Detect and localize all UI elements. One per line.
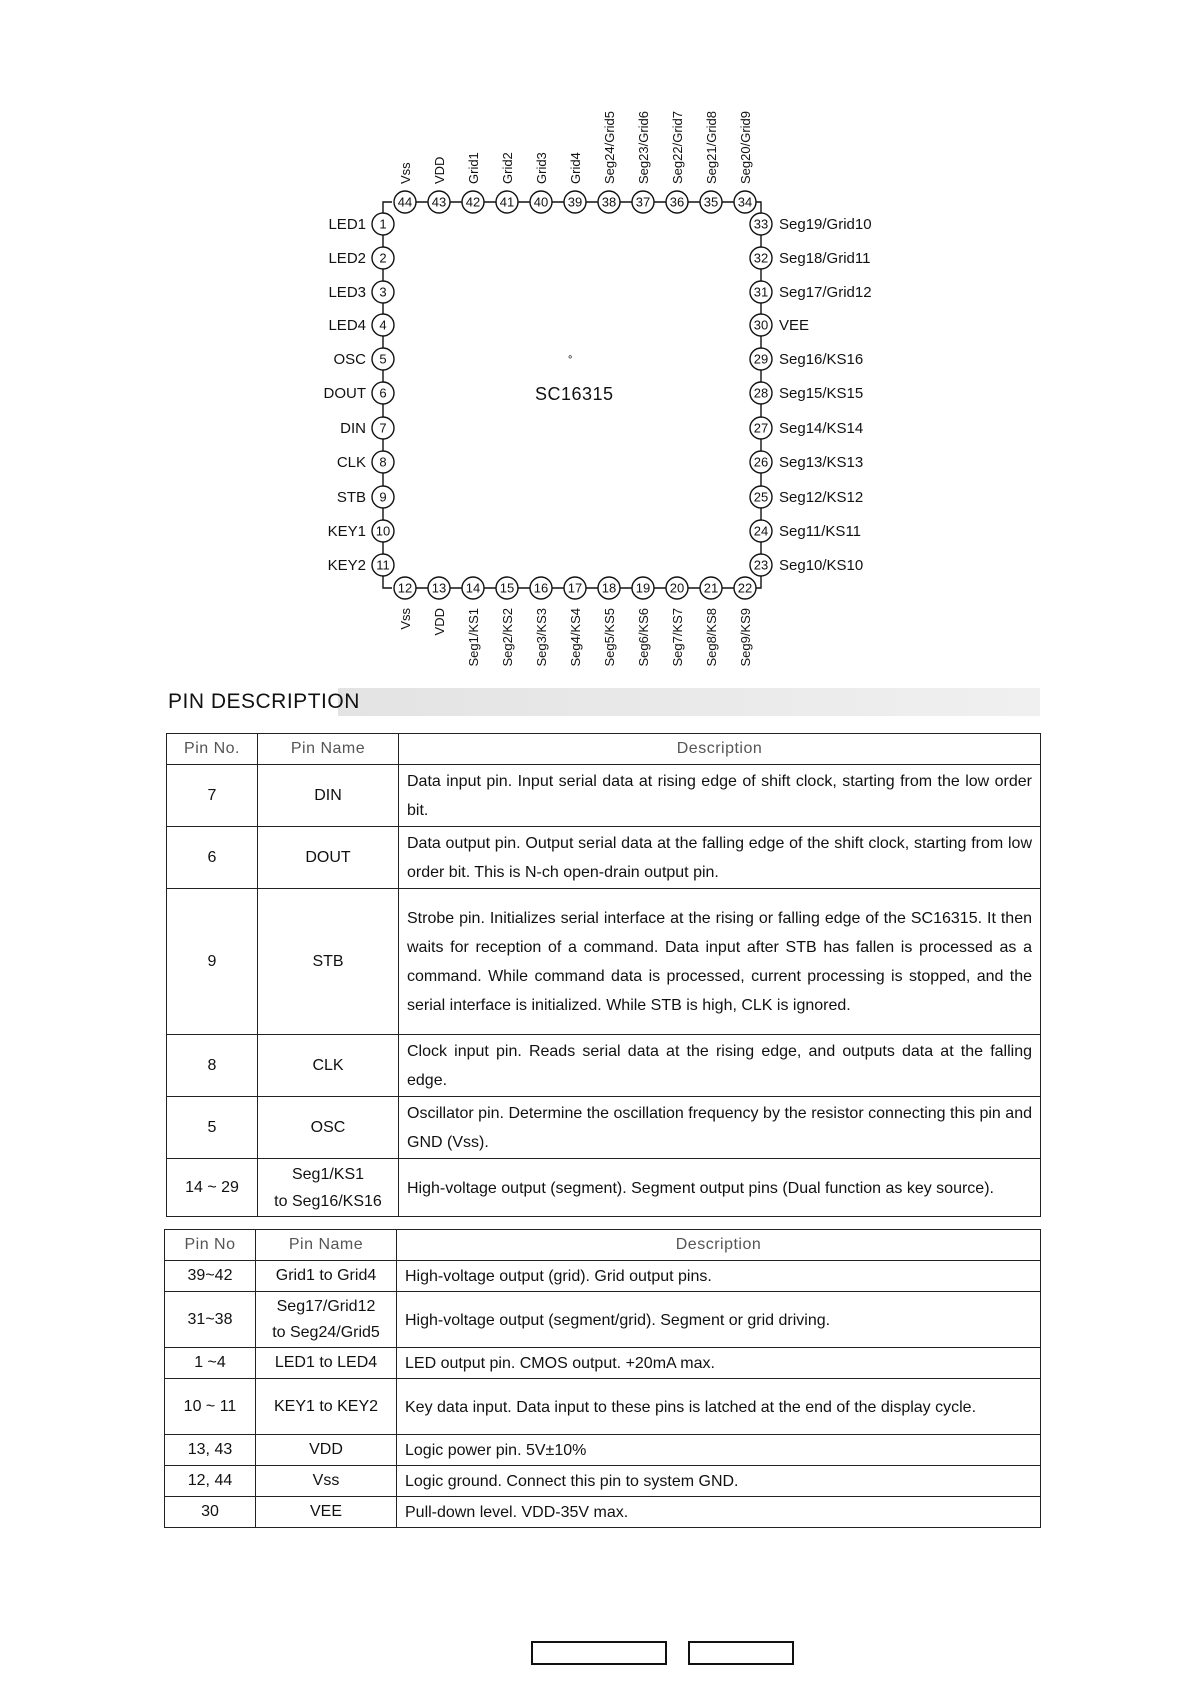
- pin-number: 16: [533, 580, 549, 596]
- pin-no: 13, 43: [165, 1435, 256, 1466]
- pin-label-19: Seg6/KS6: [636, 608, 651, 667]
- pin-no: 5: [167, 1097, 258, 1159]
- pin-number: 7: [379, 420, 387, 436]
- pin-number: 19: [635, 580, 651, 596]
- pin-label-25: Seg12/KS12: [779, 489, 864, 506]
- pin-39: [564, 191, 586, 213]
- pin-37: [632, 191, 654, 213]
- footer-box-left: [531, 1641, 667, 1665]
- pin-number: 44: [397, 194, 413, 210]
- pin-26: [750, 451, 772, 473]
- pin-17: [564, 577, 586, 599]
- table-header-row: [167, 734, 1041, 765]
- pin-23: [750, 554, 772, 576]
- pin-label-24: Seg11/KS11: [779, 523, 862, 540]
- pin-44: [394, 191, 416, 213]
- pin-description: LED output pin. CMOS output. +20mA max.: [397, 1348, 1041, 1379]
- pin-label-12: Vss: [398, 608, 413, 630]
- pin-number: 40: [533, 194, 549, 210]
- pin-number: 31: [753, 284, 769, 300]
- pin-29: [750, 348, 772, 370]
- pin-name-line-2: to Seg24/Grid5: [272, 1323, 380, 1341]
- pin-label-4: LED4: [328, 317, 366, 334]
- pin-4: [372, 314, 394, 336]
- pin-label-14: Seg1/KS1: [466, 608, 481, 667]
- pin-number: 8: [379, 454, 387, 470]
- pin-description: Data input pin. Input serial data at rising edge of shift clock, starting from the low order bit.: [399, 765, 1041, 827]
- pin-number: 41: [499, 194, 515, 210]
- table-row: [165, 1497, 1041, 1528]
- pin-label-10: KEY1: [327, 523, 366, 540]
- pin-label-32: Seg18/Grid11: [779, 250, 871, 267]
- pin-name: KEY1 to KEY2: [256, 1379, 397, 1435]
- pin-6: [372, 382, 394, 404]
- pin-label-17: Seg4/KS4: [568, 608, 583, 667]
- pin-label-6: DOUT: [323, 385, 366, 402]
- pin-label-33: Seg19/Grid10: [779, 216, 872, 233]
- pin-description: High-voltage output (grid). Grid output pins.: [397, 1261, 1041, 1292]
- table-row: [165, 1435, 1041, 1466]
- pin-label-37: Seg23/Grid6: [636, 111, 651, 184]
- pin-no: 6: [167, 827, 258, 889]
- table-row: [165, 1466, 1041, 1497]
- pin-name-line-1: Seg1/KS1: [291, 1165, 365, 1183]
- table-row: [165, 1261, 1041, 1292]
- pin-12: [394, 577, 416, 599]
- pin-name: VDD: [256, 1435, 397, 1466]
- pin-42: [462, 191, 484, 213]
- pin-number: 5: [379, 351, 387, 367]
- pin-number: 11: [376, 557, 390, 573]
- pin-number: 22: [737, 580, 753, 596]
- table-row: [165, 1348, 1041, 1379]
- table-row: [167, 889, 1041, 1035]
- pin-label-5: OSC: [333, 351, 366, 368]
- table-row: [167, 765, 1041, 827]
- pin-description: Oscillator pin. Determine the oscillation frequency by the resistor connecting this pin and GND (Vss).: [399, 1097, 1041, 1159]
- pin-30: [750, 314, 772, 336]
- pin-33: [750, 213, 772, 235]
- pin-5: [372, 348, 394, 370]
- pin-description: High-voltage output (segment/grid). Segment or grid driving.: [397, 1292, 1041, 1348]
- pin-label-20: Seg7/KS7: [670, 608, 685, 667]
- pin-label-29: Seg16/KS16: [779, 351, 864, 368]
- pin-number: 25: [753, 489, 769, 505]
- pin-19: [632, 577, 654, 599]
- pin-number: 2: [379, 250, 387, 266]
- pin-description-table-2: [164, 1229, 1041, 1528]
- pin-name: [256, 1292, 397, 1348]
- pin-number: 30: [753, 317, 769, 333]
- pin-label-26: Seg13/KS13: [779, 454, 864, 471]
- pin-description: Logic ground. Connect this pin to system GND.: [397, 1466, 1041, 1497]
- pin-no: 7: [167, 765, 258, 827]
- table-row: [167, 1035, 1041, 1097]
- pin-no: 31~38: [165, 1292, 256, 1348]
- chip-name: SC16315: [535, 384, 614, 404]
- pin-description-table-1: [166, 733, 1041, 1217]
- pin-label-28: Seg15/KS15: [779, 385, 864, 402]
- pin-43: [428, 191, 450, 213]
- table-row: [167, 1097, 1041, 1159]
- table-row: [167, 827, 1041, 889]
- pin-number: 32: [753, 250, 769, 266]
- pin-label-2: LED2: [328, 250, 366, 267]
- pin-27: [750, 417, 772, 439]
- pin-name: Grid1 to Grid4: [256, 1261, 397, 1292]
- header-pin-name: Pin Name: [258, 734, 399, 765]
- pin-25: [750, 486, 772, 508]
- pin-number: 23: [753, 557, 769, 573]
- pin-24: [750, 520, 772, 542]
- pin-label-16: Seg3/KS3: [534, 608, 549, 667]
- pin-number: 28: [753, 385, 769, 401]
- header-pin-no: Pin No: [165, 1230, 256, 1261]
- pin-description: High-voltage output (segment). Segment output pins (Dual function as key source).: [399, 1159, 1041, 1217]
- pin-label-30: VEE: [779, 317, 810, 334]
- pin-number: 18: [601, 580, 617, 596]
- pin-38: [598, 191, 620, 213]
- pin-18: [598, 577, 620, 599]
- pin-number: 13: [431, 580, 447, 596]
- pin-number: 29: [753, 351, 769, 367]
- pin-number: 24: [753, 523, 769, 539]
- pin-number: 1: [379, 216, 387, 232]
- pin-number: 12: [397, 580, 413, 596]
- pin-number: 35: [703, 194, 719, 210]
- pin-label-18: Seg5/KS5: [602, 608, 617, 667]
- table-header-row: [165, 1230, 1041, 1261]
- pin-description: Clock input pin. Reads serial data at the rising edge, and outputs data at the falling edge.: [399, 1035, 1041, 1097]
- pin-name: [258, 1159, 399, 1217]
- pin-number: 14: [465, 580, 481, 596]
- pin-number: 15: [499, 580, 515, 596]
- pin-description: Key data input. Data input to these pins is latched at the end of the display cycle.: [397, 1379, 1041, 1435]
- pin-label-1: LED1: [328, 216, 366, 233]
- pin-number: 42: [465, 194, 481, 210]
- pin-number: 38: [601, 194, 617, 210]
- header-description: Description: [399, 734, 1041, 765]
- pin-number: 36: [669, 194, 685, 210]
- pin-number: 39: [567, 194, 583, 210]
- footer-box-right: [688, 1641, 794, 1665]
- pin-name: DOUT: [258, 827, 399, 889]
- pin-label-40: Grid3: [534, 152, 549, 184]
- pin-35: [700, 191, 722, 213]
- pin-description: Data output pin. Output serial data at the falling edge of the shift clock, starting from low order bit. This is N-ch open-drain output pin.: [399, 827, 1041, 889]
- pin-40: [530, 191, 552, 213]
- header-pin-name: Pin Name: [256, 1230, 397, 1261]
- table-row: [165, 1292, 1041, 1348]
- pin-description: Pull-down level. VDD-35V max.: [397, 1497, 1041, 1528]
- pin-21: [700, 577, 722, 599]
- pin-no: 10 ~ 11: [165, 1379, 256, 1435]
- pin-number: 10: [375, 523, 391, 539]
- pin-15: [496, 577, 518, 599]
- pin-description: Logic power pin. 5V±10%: [397, 1435, 1041, 1466]
- pin-31: [750, 281, 772, 303]
- pin-label-11: KEY2: [327, 557, 366, 574]
- pin-label-23: Seg10/KS10: [779, 557, 864, 574]
- chip-mark: ∘: [567, 352, 574, 363]
- pin-16: [530, 577, 552, 599]
- pin-no: 12, 44: [165, 1466, 256, 1497]
- pin-no: 8: [167, 1035, 258, 1097]
- pin-name: LED1 to LED4: [256, 1348, 397, 1379]
- pin-number: 6: [379, 385, 387, 401]
- pin-22: [734, 577, 756, 599]
- pin-2: [372, 247, 394, 269]
- pin-name: DIN: [258, 765, 399, 827]
- pin-no: 9: [167, 889, 258, 1035]
- pin-3: [372, 281, 394, 303]
- pin-36: [666, 191, 688, 213]
- pin-label-21: Seg8/KS8: [704, 608, 719, 667]
- pin-number: 9: [379, 489, 387, 505]
- pin-name-line-2: to Seg16/KS16: [274, 1192, 382, 1210]
- pin-label-34: Seg20/Grid9: [738, 111, 753, 184]
- pin-number: 43: [431, 194, 447, 210]
- pin-name: VEE: [256, 1497, 397, 1528]
- pin-number: 4: [379, 317, 387, 333]
- header-description: Description: [397, 1230, 1041, 1261]
- pin-no: 30: [165, 1497, 256, 1528]
- pin-label-8: CLK: [336, 454, 366, 471]
- pin-number: 37: [635, 194, 651, 210]
- pin-14: [462, 577, 484, 599]
- pin-label-7: DIN: [340, 420, 366, 437]
- pin-11: [372, 554, 394, 576]
- pin-10: [372, 520, 394, 542]
- pin-number: 20: [669, 580, 685, 596]
- pin-label-9: STB: [336, 489, 366, 506]
- pin-number: 3: [379, 284, 387, 300]
- pin-8: [372, 451, 394, 473]
- pin-label-22: Seg9/KS9: [738, 608, 753, 667]
- pin-9: [372, 486, 394, 508]
- pin-label-44: Vss: [398, 162, 413, 184]
- pin-name: CLK: [258, 1035, 399, 1097]
- pin-name-line-1: Seg17/Grid12: [276, 1297, 376, 1315]
- header-pin-no: Pin No.: [167, 734, 258, 765]
- pin-28: [750, 382, 772, 404]
- pin-number: 17: [567, 580, 583, 596]
- pin-label-43: VDD: [432, 156, 447, 184]
- pin-label-35: Seg21/Grid8: [704, 111, 719, 184]
- pin-number: 26: [753, 454, 769, 470]
- pin-1: [372, 213, 394, 235]
- pin-no: 39~42: [165, 1261, 256, 1292]
- pin-description: Strobe pin. Initializes serial interface at the rising or falling edge of the SC16315. It then waits for reception of a command. Data input after STB has fallen is processed as a command. While command data is processed, current processing is stopped, and the serial interface is initialized. While STB is high, CLK is ignored.: [399, 889, 1041, 1035]
- pin-20: [666, 577, 688, 599]
- pin-name: OSC: [258, 1097, 399, 1159]
- pin-number: 34: [737, 194, 753, 210]
- pin-number: 27: [753, 420, 769, 436]
- pin-label-27: Seg14/KS14: [779, 420, 864, 437]
- pin-label-31: Seg17/Grid12: [779, 284, 872, 301]
- pin-label-42: Grid1: [466, 152, 481, 184]
- pin-no: 14 ~ 29: [167, 1159, 258, 1217]
- pin-no: 1 ~4: [165, 1348, 256, 1379]
- pin-number: 21: [703, 580, 719, 596]
- pin-name: Vss: [256, 1466, 397, 1497]
- table-row: [167, 1159, 1041, 1217]
- table-row: [165, 1379, 1041, 1435]
- pin-label-15: Seg2/KS2: [500, 608, 515, 667]
- pin-13: [428, 577, 450, 599]
- pin-34: [734, 191, 756, 213]
- pin-label-38: Seg24/Grid5: [602, 111, 617, 184]
- section-title: PIN DESCRIPTION: [168, 688, 1040, 716]
- pin-label-41: Grid2: [500, 152, 515, 184]
- pin-name: STB: [258, 889, 399, 1035]
- pin-32: [750, 247, 772, 269]
- pin-label-39: Grid4: [568, 152, 583, 184]
- pin-number: 33: [753, 216, 769, 232]
- pin-label-13: VDD: [432, 608, 447, 636]
- pin-41: [496, 191, 518, 213]
- pin-label-36: Seg22/Grid7: [670, 111, 685, 184]
- pin-7: [372, 417, 394, 439]
- pin-label-3: LED3: [328, 284, 366, 301]
- pin-diagram: [0, 0, 1191, 700]
